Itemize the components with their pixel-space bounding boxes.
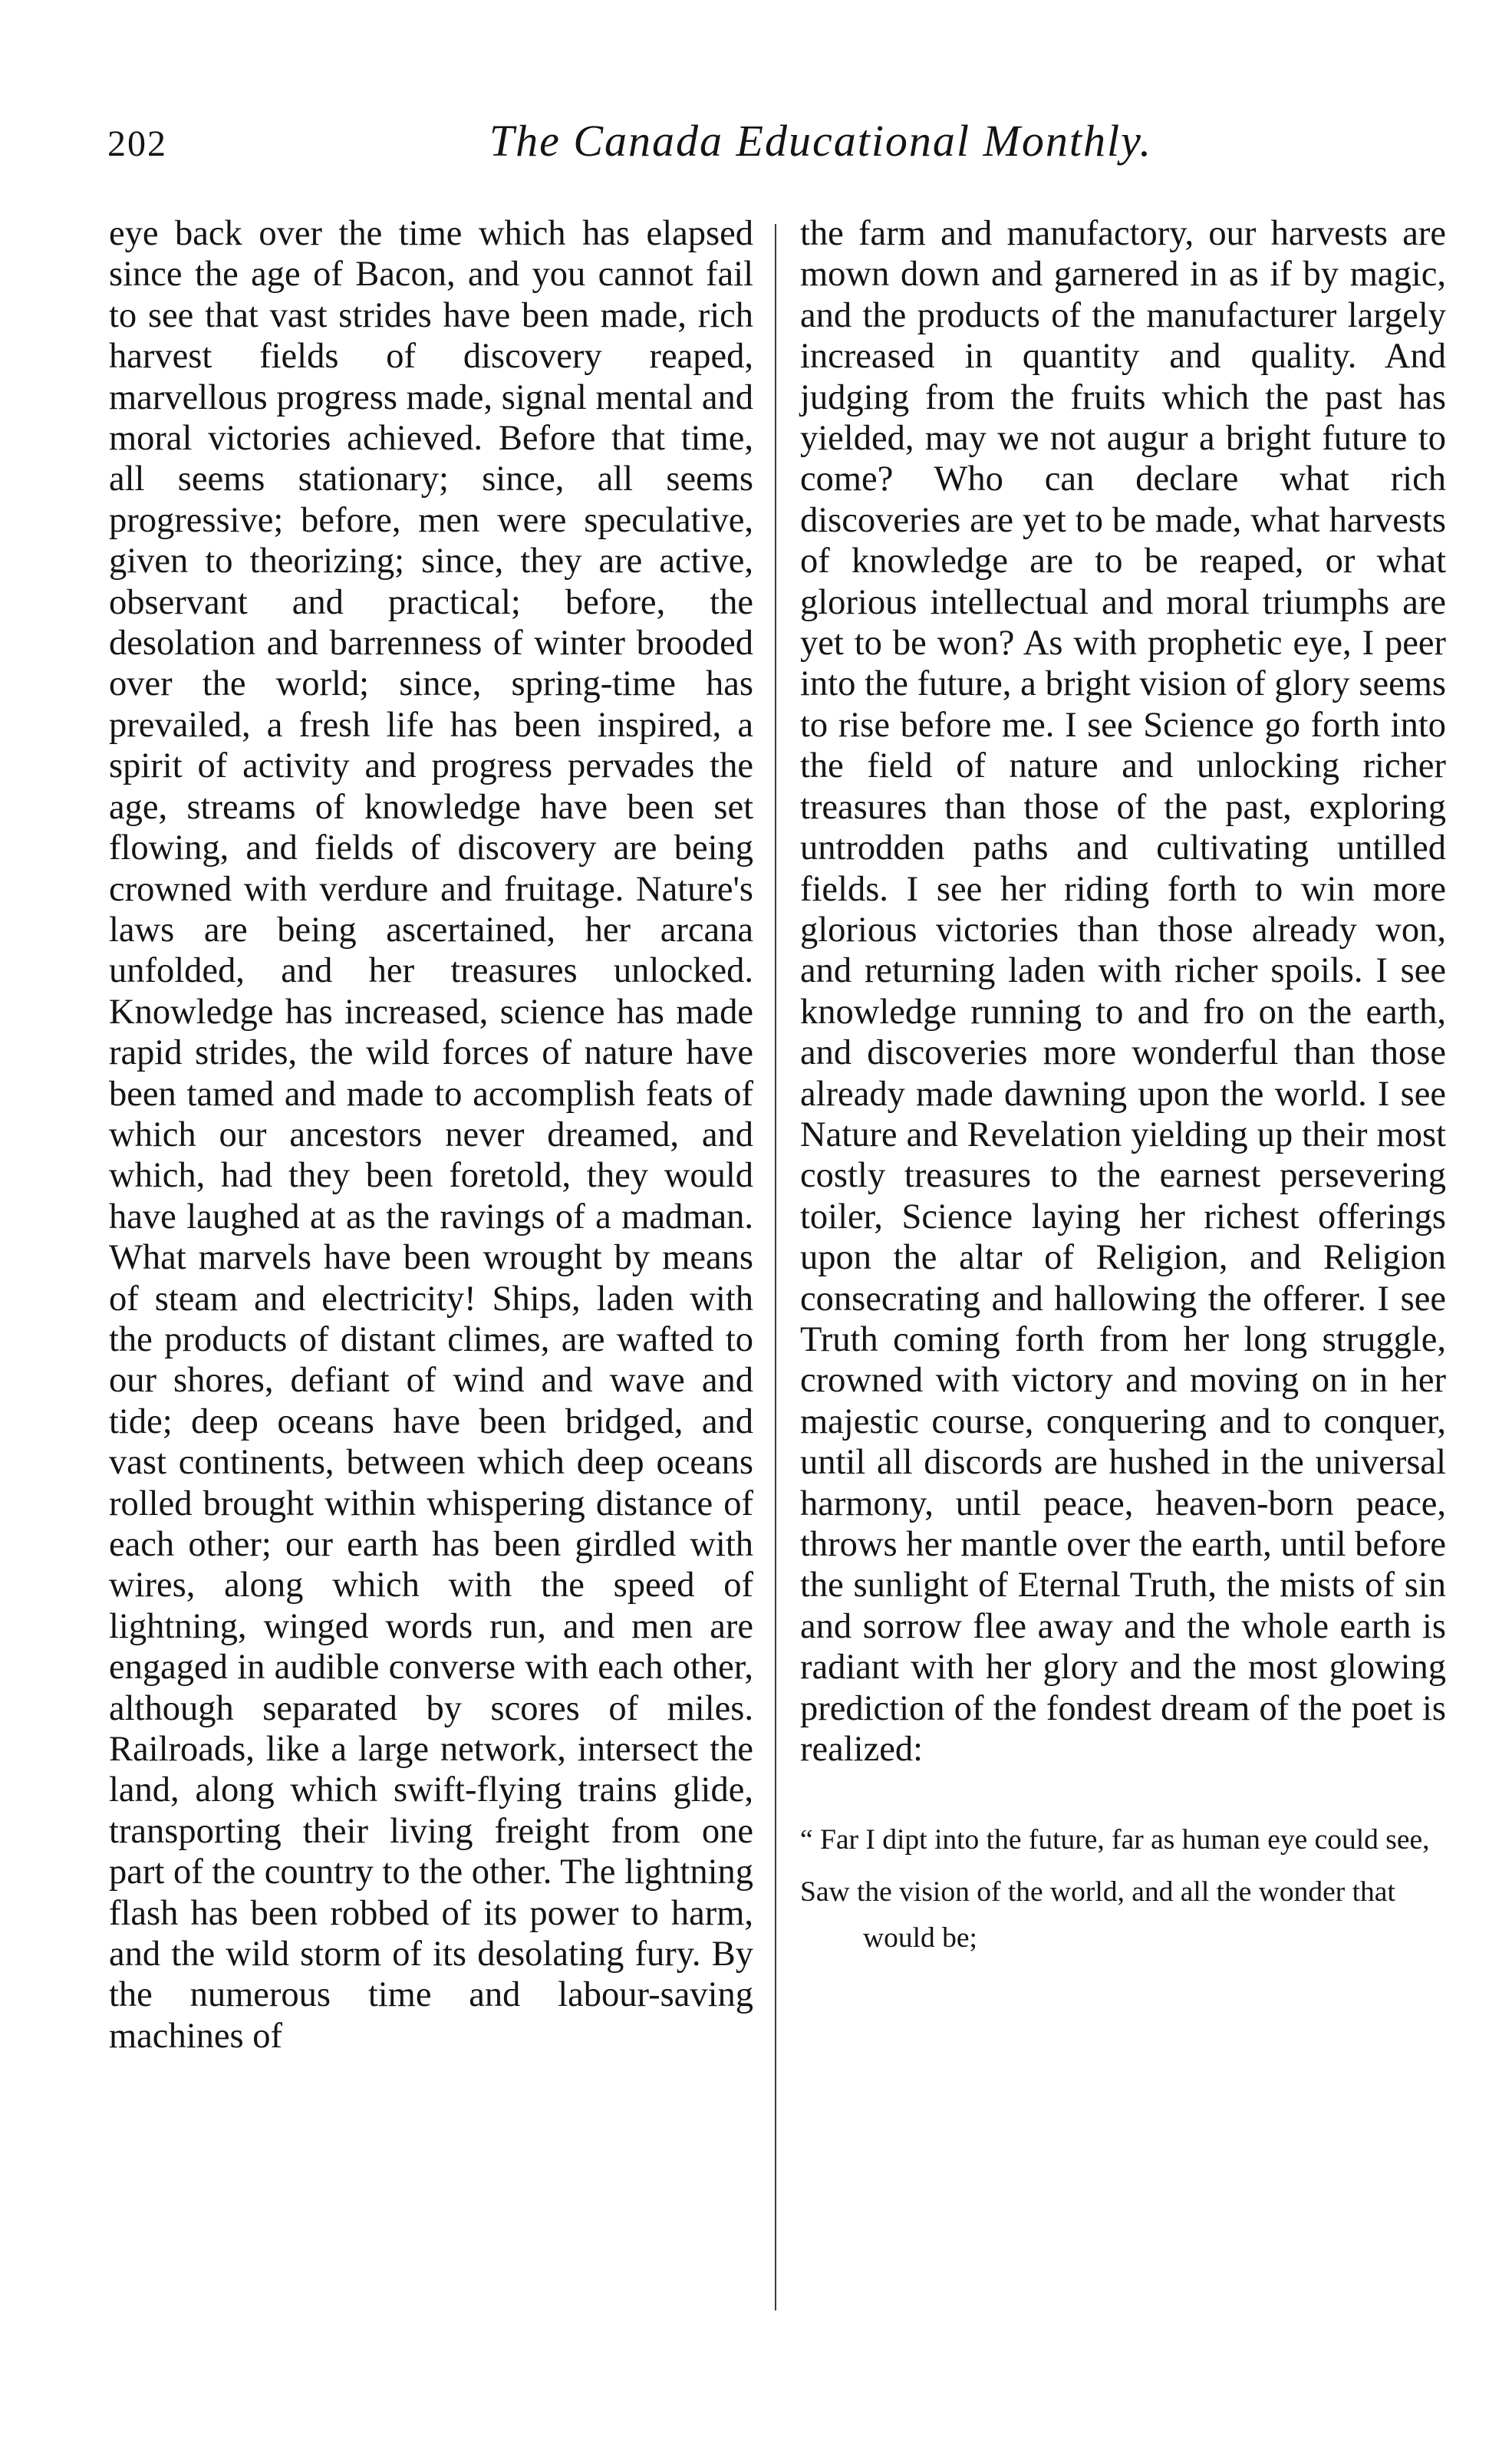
left-column-text: eye back over the time which has elapsed since the age of Bacon, and you cannot fail to see that vast strides have been made, rich harvest fields of discovery reaped, marvellous progress made, signal mental and moral victories achieved. Before that time, all seems stationary; since, all seems progressive; before, men were speculative, given to theorizing; since, they are active, observant and practical; before, the desolation and barrenness of winter brooded over the world; since, spring-time has prevailed, a fresh life has been inspired, a spirit of activity and progress pervades the age, streams of knowledge have been set flowing, and fields of discovery are being crowned with verdure and fruitage. Nature's laws are being ascertained, her arcana unfolded, and her treasures unlocked. Knowledge has increased, science has made rapid strides, the wild forces of nature have been tamed and made to accomplish feats of which our ancestors never dreamed, and which, had they been foretold, they would have laughed at as the ravings of a madman. What marvels have been wrought by means of steam and electricity! Ships, laden with the products of distant climes, are wafted to our shores, defiant of wind and wave and tide; deep oceans have been bridged, and vast continents, between which deep oceans rolled brought within whispering distance of each other; our earth has been girdled with wires, along which with the speed of lightning, winged words run, and men are engaged in audible converse with each other, although separated by scores of miles. Railroads, like a large network, intersect the land, along which swift-flying trains glide, transporting their living freight from one part of the country to the other. The lightning flash has been robbed of its power to harm, and the wild storm of its desolating fury. By the numerous time and labour-saving machines of xyxy=(109,214,753,2056)
left-column xyxy=(109,213,753,2057)
right-column-text: the farm and manufactory, our harvests are mown down and garnered in as if by magic, and the products of the manufacturer largely increased in quantity and quality. And judging from the fruits which the past has yielded, may we not augur a bright future to come? Who can declare what rich discoveries are yet to be made, what harvests of knowledge are to be reaped, or what glorious intellectual and moral triumphs are yet to be won? As with prophetic eye, I peer into the future, a bright vision of glory seems to rise before me. I see Science go forth into the field of nature and unlocking richer treasures than those of the past, exploring untrodden paths and cultivating untilled fields. I see her riding forth to win more glorious victories than those already won, and returning laden with richer spoils. I see knowledge running to and fro on the earth, and discoveries more wonderful than those already made dawning upon the world. I see Nature and Revelation yielding up their most costly treasures to the earnest persevering toiler, Science laying her richest offerings upon the altar of Religion, and Religion consecrating and hallowing the offerer. I see Truth coming forth from her long struggle, crowned with victory and moving on in her majestic course, conquering and to conquer, until all discords are hushed in the universal harmony, until peace, heaven-born peace, throws her mantle over the earth, until before the sunlight of Eternal Truth, the mists of sin and sorrow flee away and the whole earth is radiant with her glory and the most glowing prediction of the fondest dream of the poet is realized: xyxy=(800,214,1446,1770)
column-divider xyxy=(775,224,776,2310)
quote-line: “ Far I dipt into the future, far as human eye could see, xyxy=(800,1824,1430,1856)
right-column xyxy=(800,213,1446,1961)
running-title: The Canada Educational Monthly. xyxy=(489,116,1153,166)
quote-line: Saw the vision of the world, and all the wonder that would be; xyxy=(800,1876,1395,1954)
poem-quote xyxy=(800,1817,1446,1961)
page-number: 202 xyxy=(107,123,167,164)
page-header xyxy=(107,115,1427,176)
